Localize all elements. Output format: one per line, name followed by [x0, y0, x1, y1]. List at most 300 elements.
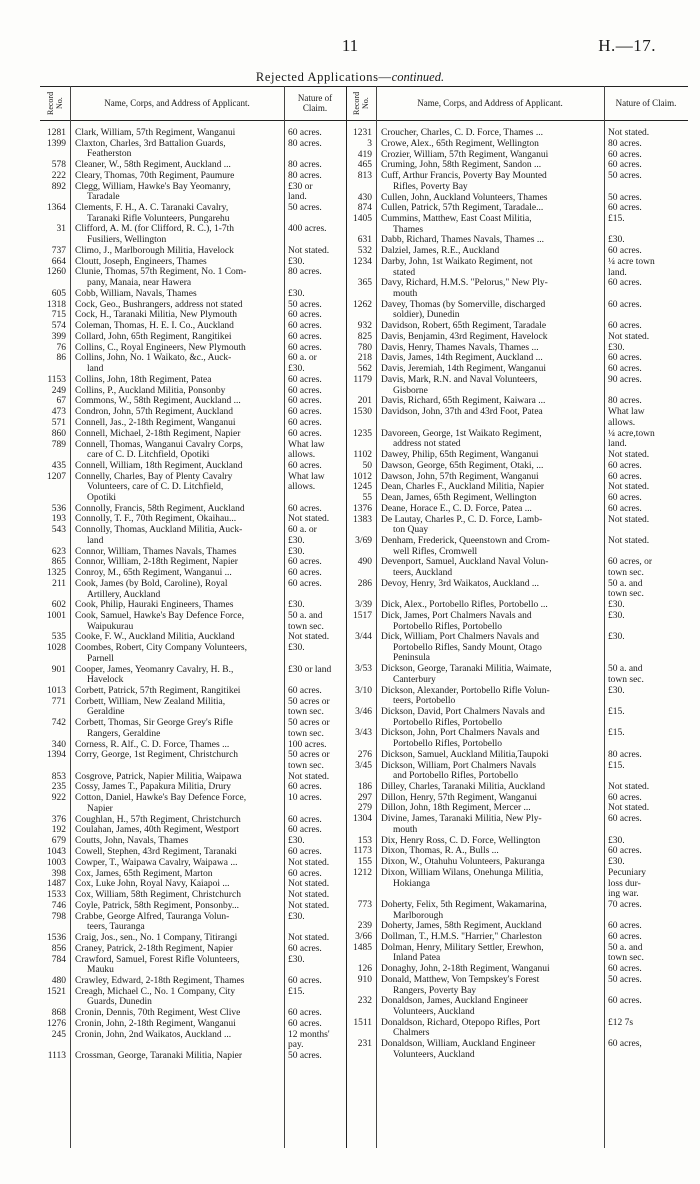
- claim-line: 70 acres.: [608, 899, 642, 910]
- table-row: [40, 418, 346, 429]
- table-row: [40, 718, 346, 739]
- claim-line: Not stated.: [288, 771, 330, 782]
- applicant-line: Clegg, William, Hawke's Bay Yeomanry,: [75, 181, 231, 192]
- applicant-name: [70, 782, 284, 793]
- claim-line: 60 acres.: [288, 943, 322, 954]
- table-row: [40, 310, 346, 321]
- record-number: 623: [51, 546, 66, 557]
- applicant-line: Davoreen, George, 1st Waikato Regiment,: [381, 428, 542, 439]
- table-row: [346, 964, 688, 975]
- nature-of-claim: [604, 579, 688, 600]
- claim-line: £30 or: [288, 181, 313, 192]
- record-number: 232: [357, 996, 372, 1007]
- record-number: 536: [51, 503, 66, 514]
- claim-line: 60 acres.: [608, 921, 642, 932]
- claim-line: 60 acres.: [288, 385, 322, 396]
- table-row: [40, 246, 346, 257]
- claim-line: 60 acres.: [288, 1008, 322, 1019]
- applicant-name: [70, 472, 284, 504]
- claim-line: £15.: [608, 707, 625, 717]
- applicant-name: [70, 310, 284, 321]
- running-title-continued: continued.: [391, 70, 445, 84]
- nature-of-claim: [604, 793, 688, 804]
- claim-line: 60 acres.: [608, 160, 642, 171]
- applicant-line: Dawson, John, 57th Regiment, Wanganui: [381, 471, 539, 482]
- claim-line: 60 acres.: [288, 128, 322, 138]
- applicant-name: [376, 557, 604, 578]
- claim-line: 60 acres.: [288, 825, 322, 836]
- table-row: [40, 1019, 346, 1030]
- applicant-name: [376, 761, 604, 782]
- applicant-name: [376, 1039, 604, 1060]
- applicant-name: [376, 964, 604, 975]
- nature-of-claim: [604, 943, 688, 964]
- claim-line: 60 acres.: [608, 353, 642, 364]
- claim-line: town sec.: [608, 953, 644, 964]
- claim-line: 60 acres, or: [608, 557, 653, 568]
- applicant-name: [376, 203, 604, 214]
- applicant-name: [70, 246, 284, 257]
- claim-line: £30 or land: [288, 664, 332, 675]
- applicant-line: Craig, Jos., sen., No. 1 Company, Titirangi: [75, 933, 238, 944]
- applicant-name: [376, 343, 604, 354]
- record-number: 1485: [353, 942, 372, 953]
- claim-line: 50 a. and: [288, 611, 323, 622]
- table-row: [40, 976, 346, 987]
- applicant-name: [376, 600, 604, 611]
- applicant-name: [376, 353, 604, 364]
- applicant-name: [70, 1019, 284, 1030]
- applicant-name: [70, 171, 284, 182]
- table-row: [346, 836, 688, 847]
- table-row: [40, 665, 346, 686]
- applicant-name: [70, 568, 284, 579]
- applicant-line: Coyle, Patrick, 58th Regiment, Ponsonby...: [75, 900, 240, 911]
- applicant-name: [376, 579, 604, 600]
- record-number: 571: [51, 417, 66, 428]
- nature-of-claim: [604, 203, 688, 214]
- applicant-line: Collins, John, 18th Regiment, Patea: [75, 374, 212, 385]
- table-row: [40, 697, 346, 718]
- record-number: 480: [51, 975, 66, 986]
- claim-line: Not stated.: [288, 245, 330, 256]
- table-row: [346, 396, 688, 407]
- nature-of-claim: [604, 278, 688, 299]
- applicant-name: [376, 782, 604, 793]
- nature-of-claim: [284, 1019, 346, 1030]
- applicant-name: [70, 890, 284, 901]
- applicant-line: Dickson, George, Taranaki Militia, Waimate,: [381, 664, 552, 675]
- record-number: 231: [357, 1039, 372, 1050]
- claim-line: £30.: [288, 546, 305, 557]
- applicant-name: [70, 557, 284, 568]
- record-number: 3/69: [355, 536, 372, 546]
- table-row: [40, 547, 346, 558]
- applicant-name: [70, 1030, 284, 1051]
- record-number: 1276: [47, 1018, 66, 1029]
- applicant-name: [70, 600, 284, 611]
- applicant-line: Peninsula: [393, 653, 430, 664]
- nature-of-claim: [284, 579, 346, 600]
- applicant-line: teers, Portobello: [393, 696, 456, 707]
- claim-line: Not stated.: [288, 857, 330, 868]
- nature-of-claim: [604, 257, 688, 278]
- nature-of-claim: [284, 697, 346, 718]
- running-title-main: Rejected Applications—: [255, 70, 392, 84]
- table-row: [40, 944, 346, 955]
- claim-line: 60 acres.: [608, 321, 642, 332]
- applicant-line: Divine, James, Taranaki Militia, New Ply-: [381, 814, 542, 825]
- claim-line: £30.: [288, 836, 305, 847]
- claim-line: ¼ acre town: [608, 257, 655, 267]
- table-row: [346, 632, 688, 664]
- applicant-name: [70, 332, 284, 343]
- table-row: [40, 740, 346, 751]
- claim-line: What law: [608, 407, 645, 418]
- record-number: 1536: [47, 933, 66, 944]
- applicant-line: Dixon, William Wilans, Onehunga Militia,: [381, 867, 544, 878]
- nature-of-claim: [284, 750, 346, 771]
- nature-of-claim: [284, 987, 346, 1008]
- nature-of-claim: [284, 514, 346, 525]
- record-number: 922: [51, 793, 66, 804]
- claim-line: 60 acres.: [608, 203, 642, 214]
- applicant-name: [376, 921, 604, 932]
- claim-line: £30.: [608, 235, 625, 246]
- claim-line: 60 acres.: [288, 846, 322, 857]
- applicant-line: Connolly, Francis, 58th Regiment, Auckland: [75, 503, 245, 514]
- applicant-name: [70, 396, 284, 407]
- applicant-line: Davis, Richard, 65th Regiment, Kaiwara ...: [381, 396, 546, 407]
- applicant-line: Dawson, George, 65th Regiment, Otaki, ...: [381, 460, 544, 471]
- applicant-name: [70, 643, 284, 664]
- applicant-name: [376, 632, 604, 664]
- applicant-name: [70, 847, 284, 858]
- claim-line: £30.: [608, 835, 625, 846]
- table-row: [346, 1039, 688, 1060]
- record-number: 1281: [47, 128, 66, 138]
- claim-line: 80 acres.: [288, 138, 322, 149]
- applicant-line: Coulahan, James, 40th Regiment, Westport: [75, 825, 239, 836]
- table-row: [346, 664, 688, 685]
- applicant-line: Dabb, Richard, Thames Navals, Thames ...: [381, 235, 544, 246]
- nature-of-claim: [604, 160, 688, 171]
- claim-line: 60 acres.: [608, 792, 642, 803]
- applicant-name: [70, 933, 284, 944]
- record-number: 398: [51, 868, 66, 879]
- record-number: 1179: [353, 375, 372, 386]
- claim-line: 60 acres.: [288, 417, 322, 428]
- nature-of-claim: [284, 772, 346, 783]
- applicant-line: Connell, William, 18th Regiment, Auckland: [75, 460, 243, 471]
- record-number: 1376: [353, 503, 372, 514]
- nature-of-claim: [284, 1030, 346, 1051]
- applicant-line: Cronin, Dennis, 70th Regiment, West Clive: [75, 1008, 241, 1019]
- record-number: 3/43: [355, 728, 372, 739]
- applicant-line: Coutts, John, Navals, Thames: [75, 836, 189, 847]
- record-number: 532: [357, 246, 372, 257]
- nature-of-claim: [284, 257, 346, 268]
- record-number: 715: [51, 310, 66, 321]
- applicant-line: Donaldson, Richard, Otepopo Rifles, Port: [381, 1017, 541, 1028]
- table-row: [346, 493, 688, 504]
- record-number: 773: [357, 899, 372, 910]
- applicant-line: Davey, Thomas (by Somerville, discharged: [381, 299, 546, 310]
- nature-of-claim: [284, 182, 346, 203]
- table-row: [40, 557, 346, 568]
- applicant-name: [376, 846, 604, 857]
- record-number: 1364: [47, 203, 66, 214]
- nature-of-claim: [604, 343, 688, 354]
- table-row: [40, 643, 346, 664]
- claim-line: 12 months': [288, 1029, 330, 1040]
- record-number: 3/10: [355, 685, 372, 696]
- nature-of-claim: [284, 1051, 346, 1062]
- applicant-line: Opotiki: [87, 492, 117, 503]
- record-number: 435: [51, 460, 66, 471]
- nature-of-claim: [284, 375, 346, 386]
- applicant-line: Cox, William, 58th Regiment, Christchurch: [75, 890, 241, 901]
- record-number: 798: [51, 911, 66, 922]
- record-number: 55: [362, 493, 372, 504]
- nature-of-claim: [284, 310, 346, 321]
- nature-of-claim: [604, 557, 688, 578]
- nature-of-claim: [604, 857, 688, 868]
- applicant-line: Dillon, John, 18th Regiment, Mercer ...: [381, 803, 531, 814]
- nature-of-claim: [604, 782, 688, 793]
- table-row: [346, 472, 688, 483]
- table-row: [346, 332, 688, 343]
- nature-of-claim: [604, 482, 688, 493]
- nature-of-claim: [284, 525, 346, 546]
- table-row: [346, 278, 688, 299]
- nature-of-claim: [284, 718, 346, 739]
- applicant-line: Dix, Henry Ross, C. D. Force, Wellington: [381, 835, 541, 846]
- nature-of-claim: [604, 803, 688, 814]
- applicant-line: Dick, William, Port Chalmers Navals and: [381, 632, 540, 643]
- record-number: 865: [51, 557, 66, 568]
- record-number: 297: [357, 792, 372, 803]
- table-row: [346, 761, 688, 782]
- record-number: 1530: [353, 407, 372, 418]
- applicant-line: Taranaki Rifle Volunteers, Pungarehu: [87, 213, 230, 224]
- table-row: [40, 386, 346, 397]
- nature-of-claim: [284, 289, 346, 300]
- applicant-line: Cook, Philip, Hauraki Engineers, Thames: [75, 600, 234, 611]
- nature-of-claim: [284, 1008, 346, 1019]
- nature-of-claim: [604, 364, 688, 375]
- table-row: [346, 364, 688, 375]
- record-number: 737: [51, 245, 66, 256]
- applicant-line: Collins, John, No. 1 Waikato, &c., Auck-: [75, 353, 232, 364]
- claim-line: 60 acres.: [608, 964, 642, 975]
- table-row: [346, 353, 688, 364]
- applicant-line: Geraldine: [87, 707, 125, 718]
- applicant-name: [376, 450, 604, 461]
- claim-line: 60 acres.: [608, 460, 642, 471]
- applicant-line: Dawey, Philip, 65th Regiment, Wanganui: [381, 449, 539, 460]
- claim-line: 50 acres or: [288, 696, 330, 707]
- record-number: 535: [51, 632, 66, 643]
- record-number: 1231: [353, 128, 372, 138]
- nature-of-claim: [604, 1039, 688, 1060]
- applicant-line: Doherty, James, 58th Regiment, Auckland: [381, 921, 542, 932]
- table-row: [40, 203, 346, 224]
- claim-line: 60 acres.: [608, 846, 642, 857]
- applicant-line: Donaghy, John, 2-18th Regiment, Wanganui: [381, 964, 550, 975]
- table-row: [346, 728, 688, 749]
- claim-line: 60 acres.: [288, 578, 322, 589]
- nature-of-claim: [604, 332, 688, 343]
- applicant-line: Cronin, John, 2-18th Regiment, Wanganui: [75, 1018, 236, 1029]
- claim-line: 60 acres.: [288, 503, 322, 514]
- applicant-line: Portobello Rifles, Portobello: [393, 717, 502, 728]
- applicant-line: Portobello Rifles, Portobello: [393, 621, 502, 632]
- nature-of-claim: [604, 353, 688, 364]
- applicant-name: [376, 1018, 604, 1039]
- table-row: [40, 514, 346, 525]
- nature-of-claim: [284, 912, 346, 933]
- applicant-line: Dillon, Henry, 57th Regiment, Wanganui: [381, 792, 537, 803]
- applicant-name: [70, 182, 284, 203]
- record-number: 155: [357, 857, 372, 868]
- applicant-line: well Rifles, Cromwell: [393, 546, 478, 557]
- applicant-name: [376, 857, 604, 868]
- applicant-line: Cowell, Stephen, 43rd Regiment, Taranaki: [75, 846, 237, 857]
- applicant-name: [70, 632, 284, 643]
- table-row: [40, 890, 346, 901]
- table-row: [40, 869, 346, 880]
- record-number: 67: [56, 396, 66, 407]
- applicant-line: Cock, Geo., Bushrangers, address not stated: [75, 299, 243, 310]
- applicant-name: [70, 912, 284, 933]
- claim-line: 60 acres.: [288, 814, 322, 825]
- nature-of-claim: [284, 461, 346, 472]
- record-number: 789: [51, 439, 66, 450]
- nature-of-claim: [604, 407, 688, 428]
- claim-line: 60 acres.: [608, 246, 642, 257]
- applicant-line: Crawley, Edward, 2-18th Regiment, Thames: [75, 975, 245, 986]
- applicant-line: Portobello Rifles, Portobello: [393, 738, 502, 749]
- claim-line: pay.: [288, 1040, 304, 1051]
- record-number: 50: [362, 460, 372, 471]
- claim-line: Not stated.: [608, 536, 650, 546]
- applicant-line: Davis, Benjamin, 43rd Regiment, Havelock: [381, 331, 548, 342]
- applicant-name: [70, 353, 284, 374]
- header-claim: Nature of Claim.: [615, 97, 677, 108]
- nature-of-claim: [604, 611, 688, 632]
- claim-line: 60 acres.: [608, 471, 642, 482]
- claim-line: 400 acres.: [288, 224, 327, 235]
- record-number: 1405: [353, 214, 372, 225]
- nature-of-claim: [284, 825, 346, 836]
- nature-of-claim: [604, 429, 688, 450]
- nature-of-claim: [284, 643, 346, 664]
- applicant-line: Connor, William, Thames Navals, Thames: [75, 546, 237, 557]
- applicant-line: soldier), Dunedin: [393, 310, 460, 321]
- applicant-line: Davidson, Robert, 65th Regiment, Taradale: [381, 321, 547, 332]
- record-number: 86: [56, 353, 66, 364]
- claim-line: 50 acres or: [288, 750, 330, 761]
- table-row: [346, 932, 688, 943]
- claim-line: 80 acres.: [288, 160, 322, 171]
- applicant-line: Dickson, David, Port Chalmers Navals and: [381, 707, 545, 717]
- applicant-line: Crabbe, George Alfred, Tauranga Volun-: [75, 911, 230, 922]
- claim-line: 60 acres.: [608, 278, 642, 289]
- claim-line: 50 a. and: [608, 942, 643, 953]
- record-number: 742: [51, 718, 66, 729]
- claim-line: What law: [288, 471, 325, 482]
- claim-line: town sec.: [288, 707, 324, 718]
- applicant-name: [376, 461, 604, 472]
- applicant-name: [376, 150, 604, 161]
- nature-of-claim: [604, 686, 688, 707]
- table-row: [40, 504, 346, 515]
- applicant-line: address not stated: [393, 439, 461, 450]
- document-reference: H.—17.: [598, 36, 656, 55]
- table-row: [346, 803, 688, 814]
- record-number: 399: [51, 331, 66, 342]
- applicant-name: [70, 611, 284, 632]
- applicant-name: [70, 321, 284, 332]
- nature-of-claim: [284, 332, 346, 343]
- table-row: [346, 429, 688, 450]
- nature-of-claim: [284, 160, 346, 171]
- applicant-line: Clark, William, 57th Regiment, Wanganui: [75, 128, 236, 138]
- record-number: 1325: [47, 568, 66, 579]
- table-row: [346, 611, 688, 632]
- applicant-name: [376, 300, 604, 321]
- nature-of-claim: [284, 890, 346, 901]
- record-number: 153: [357, 835, 372, 846]
- record-number: 3/44: [355, 632, 372, 643]
- table-row: [40, 224, 346, 245]
- claim-line: £30.: [288, 535, 305, 546]
- applicant-line: Napier: [87, 803, 113, 814]
- applicant-line: Claxton, Charles, 3rd Battalion Guards,: [75, 138, 226, 149]
- applicant-line: Fusiliers, Wellington: [87, 235, 167, 246]
- record-number: 365: [357, 278, 372, 289]
- table-row: [40, 332, 346, 343]
- applicant-name: [376, 246, 604, 257]
- table-row: [346, 193, 688, 204]
- table-row: [40, 632, 346, 643]
- applicant-name: [376, 943, 604, 964]
- nature-of-claim: [604, 193, 688, 204]
- record-number: 605: [51, 288, 66, 299]
- table-row: [40, 1051, 346, 1062]
- applicant-line: Craney, Patrick, 2-18th Regiment, Napier: [75, 943, 233, 954]
- claim-line: £30.: [608, 685, 625, 696]
- claim-line: town sec.: [608, 567, 644, 578]
- record-number: 276: [357, 749, 372, 760]
- nature-of-claim: [604, 536, 688, 557]
- applicant-name: [70, 514, 284, 525]
- claim-line: 100 acres.: [288, 739, 327, 750]
- claim-line: 60 acres.: [608, 364, 642, 375]
- applicant-name: [376, 793, 604, 804]
- table-row: [346, 235, 688, 246]
- claim-line: 50 acres.: [608, 171, 642, 182]
- applicant-line: Dean, James, 65th Regiment, Wellington: [381, 493, 537, 504]
- nature-of-claim: [284, 128, 346, 139]
- nature-of-claim: [604, 139, 688, 150]
- claim-line: 60 acres.: [288, 396, 322, 407]
- record-number: 186: [357, 781, 372, 792]
- claim-line: 60 a. or: [288, 353, 317, 364]
- table-row: [40, 321, 346, 332]
- table-row: [346, 515, 688, 536]
